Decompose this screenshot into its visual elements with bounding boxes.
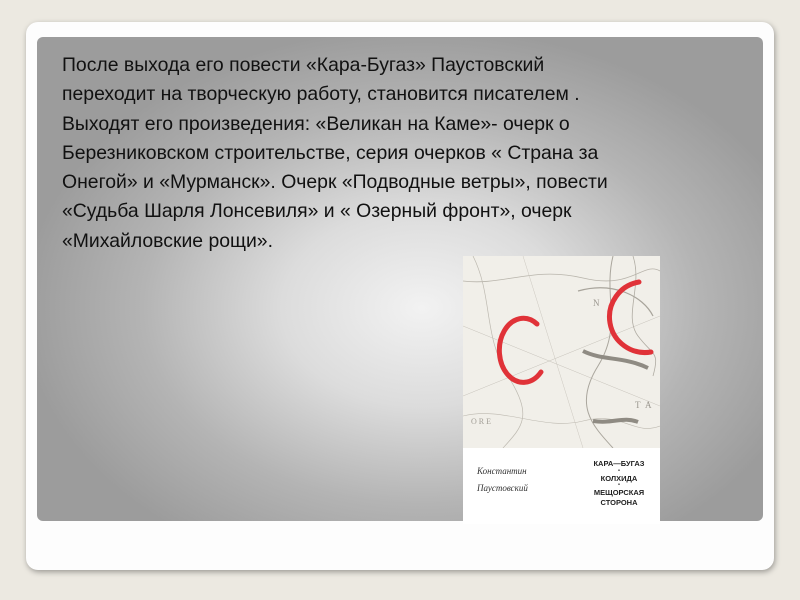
book-cover-map xyxy=(463,256,660,448)
map-letter: N xyxy=(593,298,600,308)
book-title: КАРА—БУГАЗ xyxy=(593,459,645,468)
text-line: Онегой» и «Мурманск». Очерк «Подводные ветры», повести xyxy=(62,171,608,194)
map-river xyxy=(593,420,638,422)
book-title: КОЛХИДА xyxy=(600,473,638,483)
text-line: После выхода его повести «Кара-Бугаз» Паустовский xyxy=(62,54,545,76)
book-cover-image xyxy=(463,256,660,524)
book-title: СТОРОНА xyxy=(600,497,638,507)
author-name xyxy=(477,463,577,497)
author-first-name: Константин xyxy=(477,466,527,476)
slide-body-text xyxy=(62,51,752,256)
map-letter: A xyxy=(645,400,652,410)
text-line: Березниковском строительстве, серия очерков « Страна за xyxy=(62,141,599,164)
map-letter: T xyxy=(635,400,641,410)
bullet-separator: • xyxy=(618,482,620,488)
text-line: Выходят его произведения: «Великан на Каме»- очерк о xyxy=(62,112,570,135)
book-titles xyxy=(579,459,659,507)
text-line: «Михайловские рощи». xyxy=(62,229,273,252)
map-letter: ORE xyxy=(471,417,493,426)
bullet-separator: • xyxy=(618,467,620,474)
text-line: «Судьба Шарля Лонсевиля» и « Озерный фронт», очерк xyxy=(62,200,572,223)
text-line: переходит на творческую работу, становится писателем . xyxy=(62,83,580,106)
book-title: МЕЩОРСКАЯ xyxy=(593,488,645,497)
author-last-name: Паустовский xyxy=(477,483,528,493)
